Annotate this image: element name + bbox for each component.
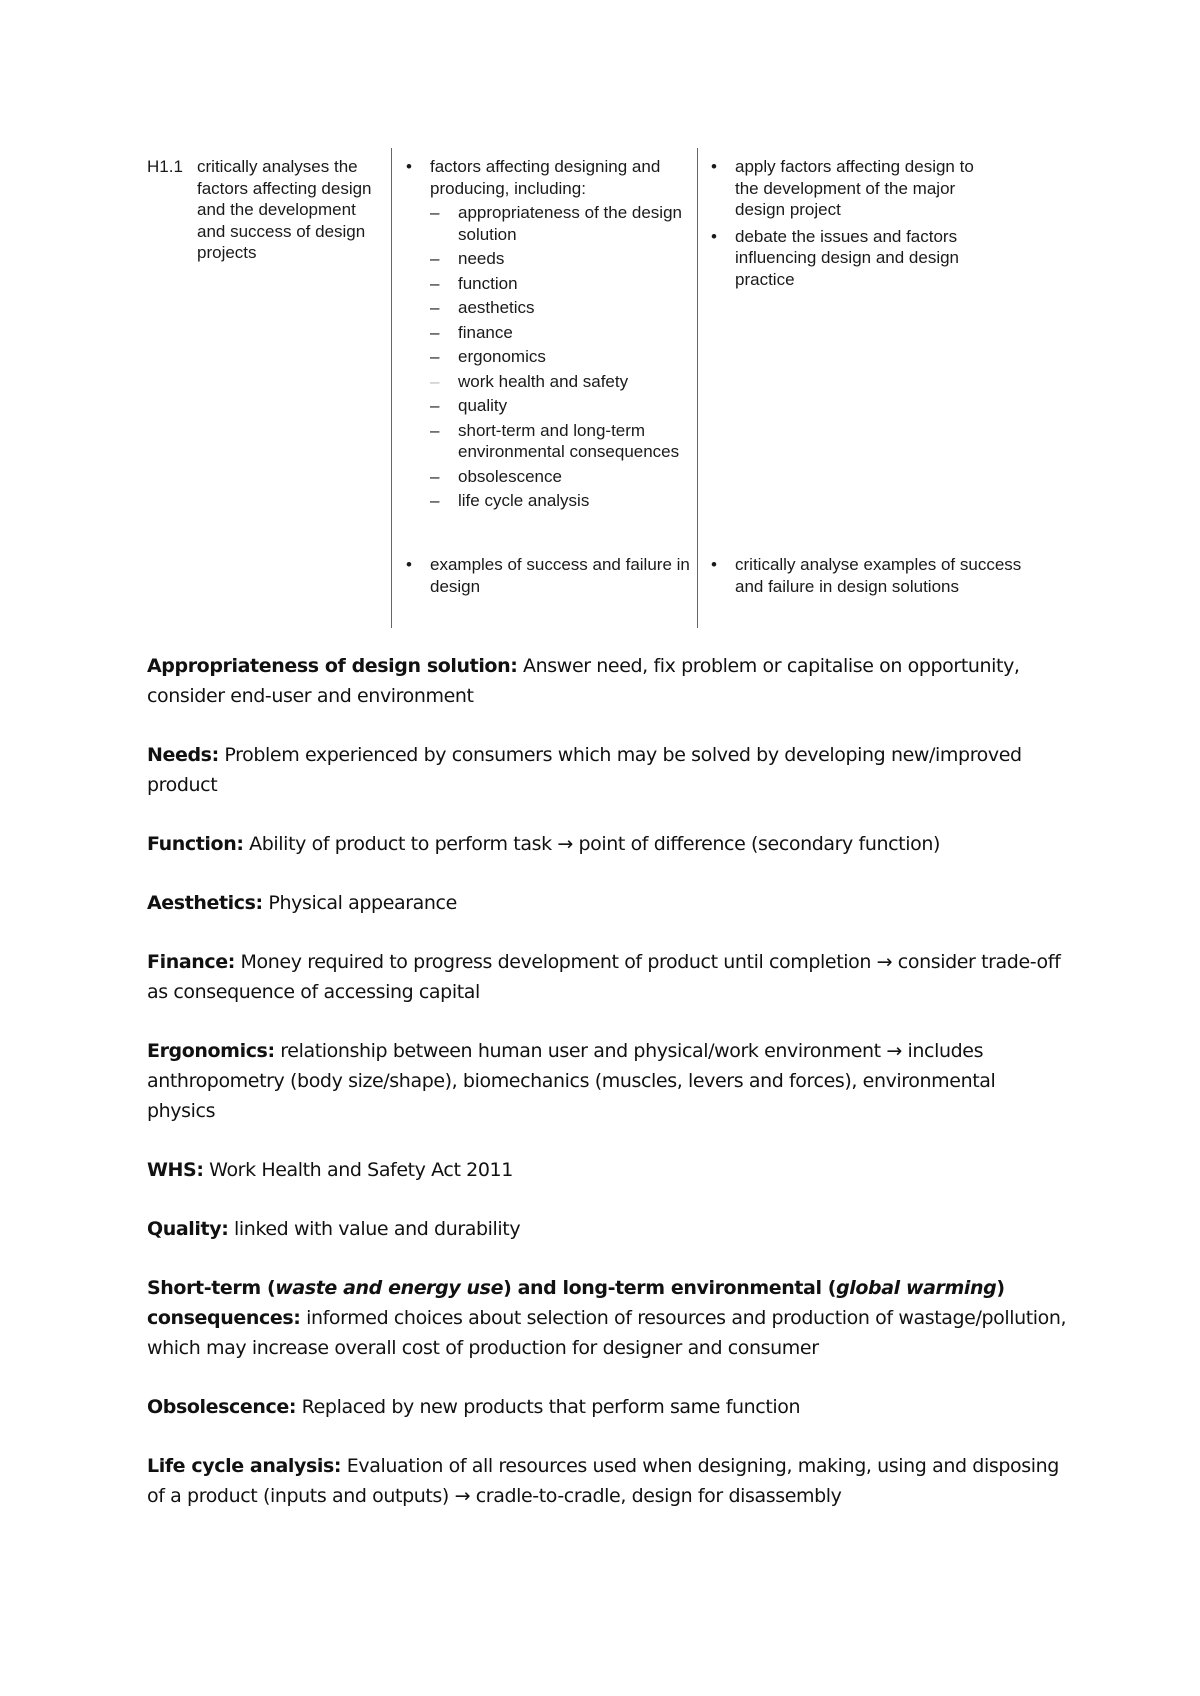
bullet-icon: • [711,157,717,176]
dash-icon: – [430,322,440,342]
bullet-icon: • [711,226,717,246]
students-column [707,156,997,290]
note-term: Life cycle analysis: [147,1455,342,1477]
note-term: ) and long-term environmental ( [503,1277,837,1299]
bullet-icon: • [406,555,412,574]
dash-icon: – [430,396,440,415]
note-text: Problem experienced by consumers which may be solved by developing new/improved product [147,744,1022,796]
students-bullet-text: critically analyse examples of success and failure in design solutions [735,555,1022,596]
note-paragraph [147,829,1067,859]
students-bullet-text: debate the issues and factors influencing design and design practice [735,226,960,289]
content-subitem: – appropriateness of the design solution [430,203,682,244]
note-text: Physical appearance [262,892,457,914]
students-bullet [707,156,997,221]
note-term-italic: waste and energy use [275,1277,504,1299]
dash-icon: – [430,466,440,486]
note-term: Needs: [147,744,219,766]
content-subitem-list [430,202,692,512]
students-bullet-text: apply factors affecting design to the development of the major design project [735,157,974,219]
note-text: Money required to progress development of product until completion → consider trade-off as consequence of accessing capital [147,951,1061,1003]
content-bullet-text: factors affecting designing and producing, including: [430,157,661,198]
content-subitem: – work health and safety [430,371,629,391]
note-term: ) consequences: [147,1277,1005,1329]
note-term: Ergonomics: [147,1040,275,1062]
note-paragraph [147,1451,1067,1511]
outcome-description: critically analyses the factors affecting design and the development and success of design projects [197,157,372,262]
content-subitem: – life cycle analysis [430,491,590,510]
dash-icon: – [430,203,440,222]
content-subitem: – quality [430,396,508,415]
content-subitem: – aesthetics [430,298,535,317]
note-term: Obsolescence: [147,1396,297,1418]
note-term: Finance: [147,951,235,973]
note-term-italic: global warming [836,1277,997,1299]
content-bullet [402,554,720,597]
note-term: Quality: [147,1218,229,1240]
note-term: Function: [147,833,244,855]
students-bullet [707,554,1025,597]
column-divider [391,148,392,628]
bullet-icon: • [406,157,412,176]
content-bullet-text: examples of success and failure in design [430,555,690,596]
content-subitem: – function [430,273,518,293]
outcome-code: H1.1 [147,157,183,176]
note-paragraph [147,1392,1067,1422]
content-subitem: – needs [430,249,505,268]
note-paragraph [147,1214,1067,1244]
dash-icon: – [430,298,440,317]
note-paragraph [147,740,1067,800]
content-column [402,156,692,512]
note-paragraph [147,1273,1067,1363]
content-subitem: – obsolescence [430,466,562,486]
bullet-icon: • [711,555,717,574]
dash-icon: – [430,371,440,391]
note-term: Short-term ( [147,1277,276,1299]
note-term: WHS: [147,1159,204,1181]
study-notes [147,651,1067,1540]
note-text: Work Health and Safety Act 2011 [203,1159,513,1181]
students-bullet [707,226,997,291]
note-term: Aesthetics: [147,892,263,914]
note-paragraph [147,888,1067,918]
note-paragraph [147,1155,1067,1185]
note-paragraph [147,1036,1067,1126]
note-text: Replaced by new products that perform same function [296,1396,801,1418]
dash-icon: – [430,491,440,510]
content-subitem: – finance [430,322,513,342]
note-text: linked with value and durability [228,1218,521,1240]
note-text: Answer need, fix problem or capitalise on opportunity, consider end-user and environment [147,655,1020,707]
note-paragraph [147,947,1067,1007]
note-text: informed choices about selection of resources and production of wastage/pollution, which may increase overall cost of production for designer and consumer [147,1307,1067,1359]
note-text: relationship between human user and physical/work environment → includes anthropometry (body size/shape), biomechanics (muscles, levers and forces), environmental physics [147,1040,996,1122]
dash-icon: – [430,249,440,268]
dash-icon: – [430,420,440,440]
dash-icon: – [430,347,440,366]
content-subitem: – short-term and long-term environmental consequences [430,420,680,461]
note-text: Ability of product to perform task → point of difference (secondary function) [243,833,940,855]
syllabus-table-excerpt [147,148,1022,628]
content-subitem: – ergonomics [430,347,546,366]
content-bullet [402,156,692,512]
note-term: Appropriateness of design solution: [147,655,518,677]
dash-icon: – [430,273,440,293]
note-paragraph [147,651,1067,711]
note-text: Evaluation of all resources used when designing, making, using and disposing of a product (inputs and outputs) → cradle-to-cradle, design for disassembly [147,1455,1059,1507]
